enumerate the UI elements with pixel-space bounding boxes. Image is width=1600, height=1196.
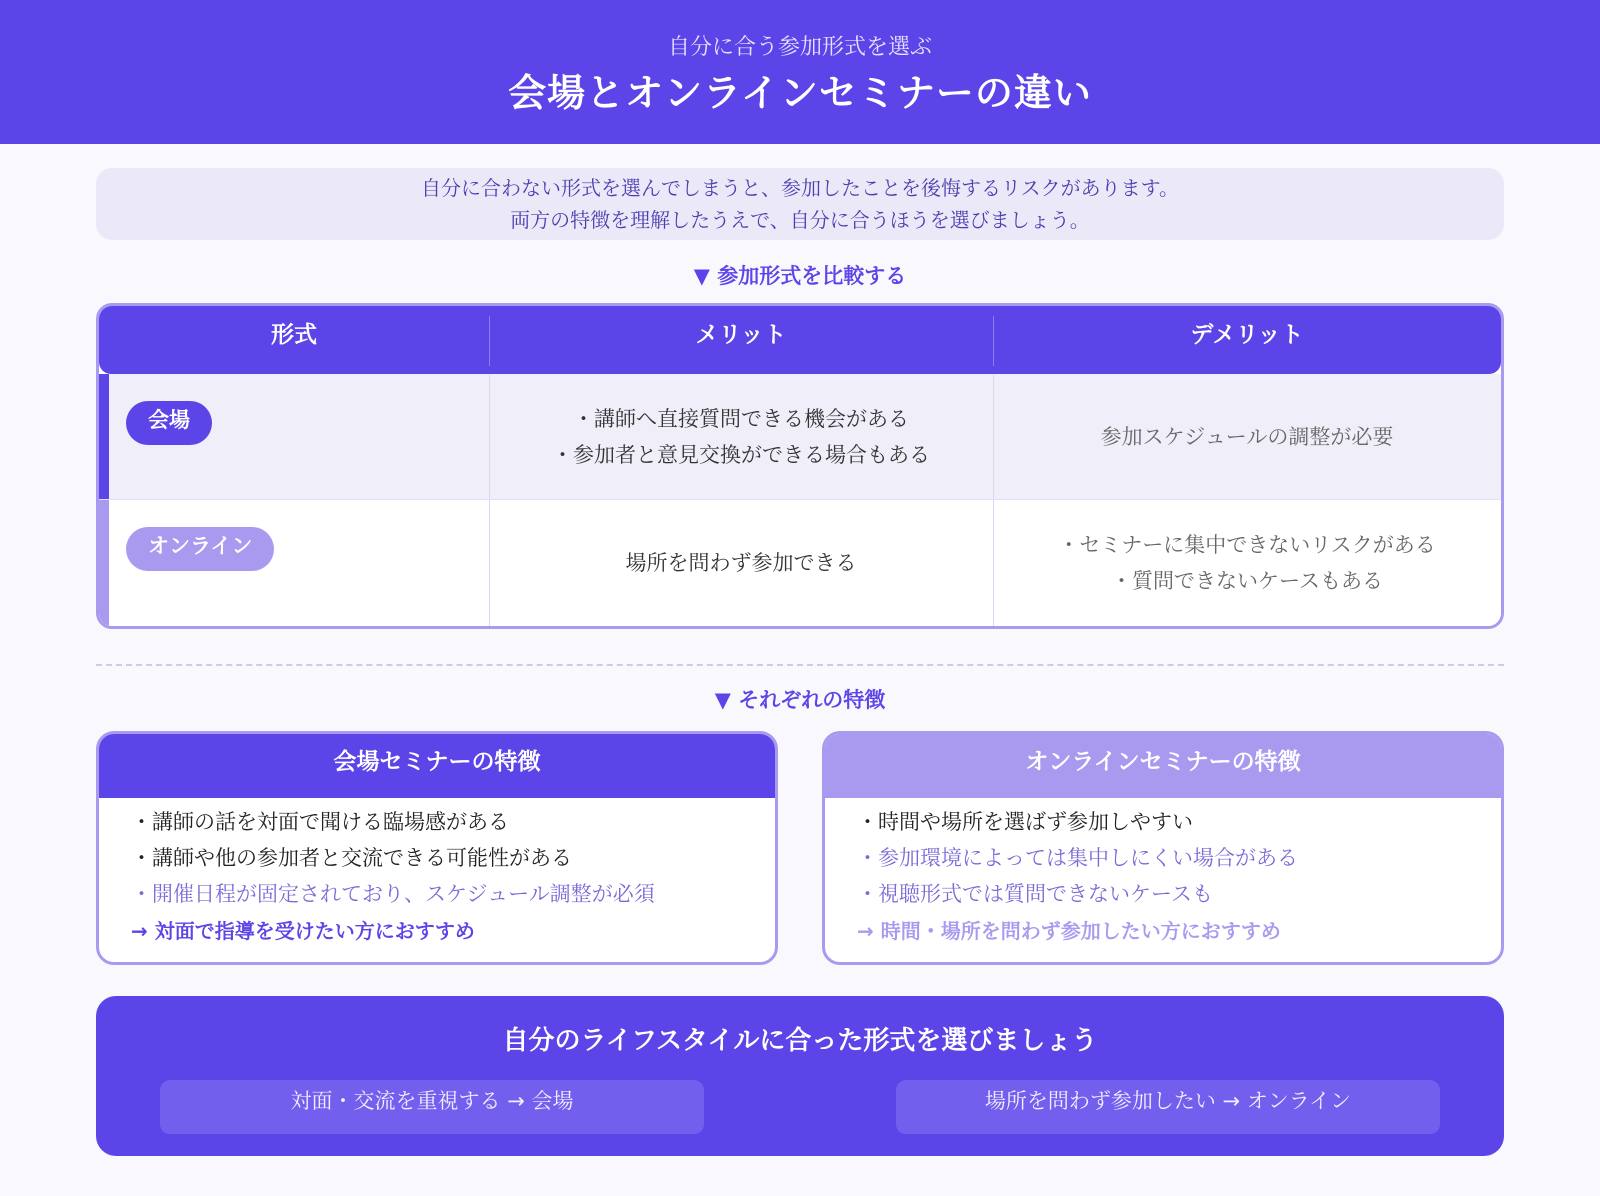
venue-card-title: 会場セミナーの特徴	[99, 734, 775, 798]
venue-merit-1: ・講師へ直接質問できる機会がある	[573, 406, 909, 431]
online-feature-list	[825, 798, 1501, 912]
list-item: ・視聴形式では質問できないケースも	[857, 882, 1213, 906]
online-card-title: オンラインセミナーの特徴	[825, 734, 1501, 798]
online-feature-card	[822, 731, 1504, 965]
page-header	[0, 0, 1600, 144]
intro-line-1: 自分に合わない形式を選んでしまうと、参加したことを後悔するリスクがあります。	[421, 176, 1179, 200]
venue-merits-cell	[489, 374, 993, 499]
list-item: ・時間や場所を選ばず参加しやすい	[857, 810, 1193, 834]
venue-recommendation: → 対面で指導を受けたい方におすすめ	[131, 919, 475, 943]
format-badge-venue: 会場	[126, 401, 212, 445]
row-accent-bar	[99, 374, 109, 499]
header-merits: メリット	[695, 322, 787, 348]
online-demerit-1: ・セミナーに集中できないリスクがある	[1058, 533, 1436, 557]
online-demerits-cell	[993, 500, 1501, 626]
footer-choice-online: 場所を問わず参加したい → オンライン	[896, 1080, 1440, 1134]
online-merits-cell	[489, 500, 993, 626]
format-badge-online: オンライン	[126, 527, 274, 571]
table-row-venue	[99, 374, 1501, 500]
list-item: ・参加環境によっては集中しにくい場合がある	[857, 846, 1298, 870]
list-item: ・開催日程が固定されており、スケジュール調整が必須	[131, 882, 655, 906]
intro-box	[96, 168, 1504, 240]
online-merit-1: 場所を問わず参加できる	[625, 551, 857, 575]
footer-choice-venue: 対面・交流を重視する → 会場	[160, 1080, 704, 1134]
venue-feature-card	[96, 731, 778, 965]
online-recommendation: → 時間・場所を問わず参加したい方におすすめ	[857, 919, 1281, 943]
features-section-label: ▼ それぞれの特徴	[714, 688, 886, 712]
comparison-section-label: ▼ 参加形式を比較する	[693, 264, 907, 288]
list-item: ・講師や他の参加者と交流できる可能性がある	[131, 846, 572, 870]
online-demerit-2: ・質問できないケースもある	[1111, 569, 1383, 593]
venue-feature-list	[99, 798, 775, 912]
header-demerits: デメリット	[1190, 322, 1304, 348]
table-row-online	[99, 500, 1501, 626]
list-item: ・講師の話を対面で聞ける臨場感がある	[131, 810, 509, 834]
summary-footer	[96, 996, 1504, 1156]
page-title: 会場とオンラインセミナーの違い	[508, 71, 1092, 115]
venue-merit-2: ・参加者と意見交換ができる場合もある	[552, 442, 930, 467]
header-format: 形式	[271, 322, 317, 348]
row-accent-bar	[99, 500, 109, 626]
footer-title: 自分のライフスタイルに合った形式を選びましょう	[502, 1026, 1098, 1056]
page-subtitle: 自分に合う参加形式を選ぶ	[667, 35, 932, 60]
intro-line-2: 両方の特徴を理解したうえで、自分に合うほうを選びましょう。	[510, 208, 1090, 232]
table-header	[99, 306, 1501, 374]
venue-demerits-cell	[993, 374, 1501, 499]
venue-demerit-1: 参加スケジュールの調整が必要	[1100, 424, 1394, 449]
comparison-table	[96, 303, 1504, 629]
section-divider	[96, 664, 1504, 666]
